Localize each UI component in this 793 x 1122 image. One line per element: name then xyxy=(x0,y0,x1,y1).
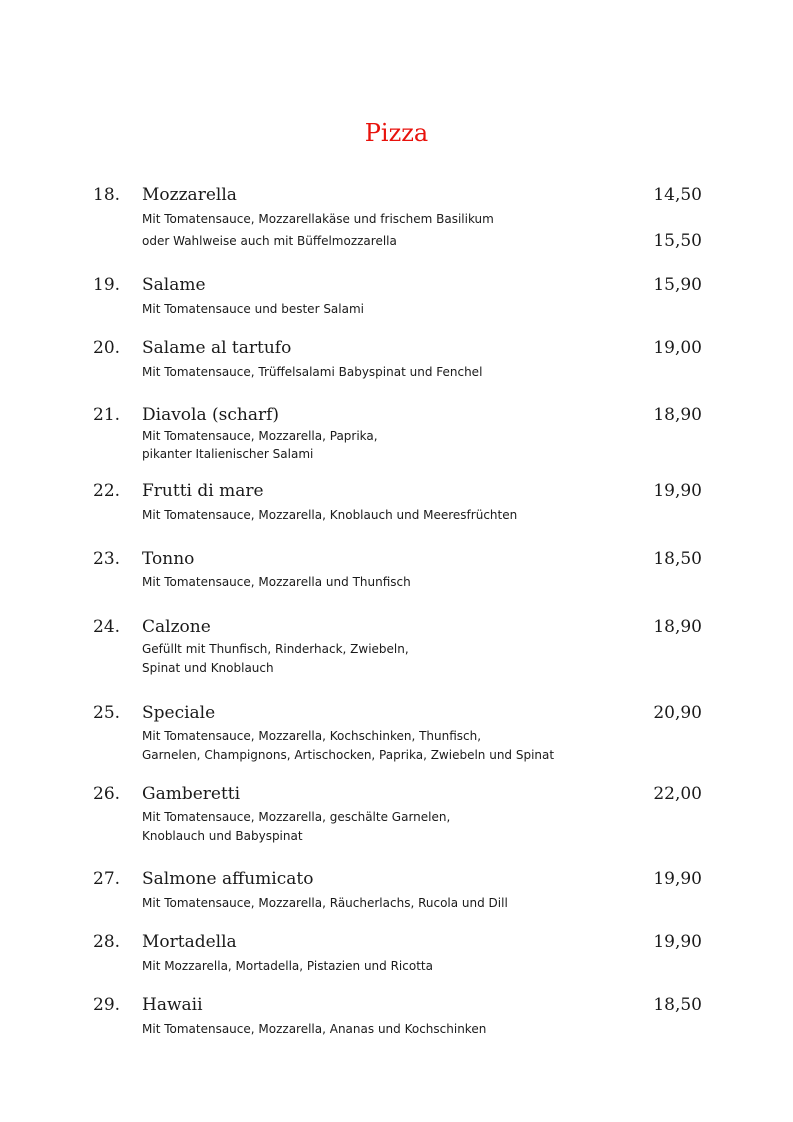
item-name: Diavola (scharf) xyxy=(142,405,280,425)
item-price: 19,00 xyxy=(653,338,702,358)
item-description: Mit Tomatensauce, Mozzarella, Kochschinken, Thunfisch, xyxy=(142,729,482,743)
item-description: Gefüllt mit Thunfisch, Rinderhack, Zwiebeln, xyxy=(142,642,409,656)
item-description: Mit Tomatensauce, Mozzarella, geschälte Garnelen, xyxy=(142,810,451,824)
item-price: 22,00 xyxy=(653,784,702,804)
item-description: Mit Tomatensauce, Mozzarellakäse und frischem Basilikum xyxy=(142,212,494,226)
item-name: Salmone affumicato xyxy=(142,869,314,889)
item-description-line2: pikanter Italienischer Salami xyxy=(142,447,314,461)
item-price: 15,90 xyxy=(653,275,702,295)
item-price: 19,90 xyxy=(653,481,702,501)
item-price: 18,50 xyxy=(653,995,702,1015)
item-price: 18,50 xyxy=(653,549,702,569)
item-description: Mit Tomatensauce, Mozzarella, Ananas und Kochschinken xyxy=(142,1022,487,1036)
item-number: 18. xyxy=(93,185,121,205)
item-description: Mit Tomatensauce, Mozzarella und Thunfisch xyxy=(142,575,411,589)
item-name: Salame xyxy=(142,275,206,295)
item-name: Hawaii xyxy=(142,995,203,1015)
item-number: 22. xyxy=(93,481,121,501)
item-number: 19. xyxy=(93,275,121,295)
item-number: 29. xyxy=(93,995,121,1015)
item-description: Mit Tomatensauce, Trüffelsalami Babyspinat und Fenchel xyxy=(142,365,483,379)
item-number: 23. xyxy=(93,549,121,569)
item-name: Salame al tartufo xyxy=(142,338,292,358)
item-price: 19,90 xyxy=(653,869,702,889)
item-description: Mit Tomatensauce, Mozzarella, Knoblauch und Meeresfrüchten xyxy=(142,508,518,522)
item-number: 28. xyxy=(93,932,121,952)
item-name: Mozzarella xyxy=(142,185,237,205)
item-number: 21. xyxy=(93,405,121,425)
item-description-line2: oder Wahlweise auch mit Büffelmozzarella xyxy=(142,234,397,248)
item-name: Mortadella xyxy=(142,932,237,952)
page-title: Pizza xyxy=(364,119,429,147)
item-description: Mit Mozzarella, Mortadella, Pistazien und Ricotta xyxy=(142,959,433,973)
item-price: 20,90 xyxy=(653,703,702,723)
item-number: 25. xyxy=(93,703,121,723)
item-description: Mit Tomatensauce und bester Salami xyxy=(142,302,364,316)
item-number: 24. xyxy=(93,617,121,637)
item-description-line2: Knoblauch und Babyspinat xyxy=(142,829,303,843)
item-number: 27. xyxy=(93,869,121,889)
item-price-alt: 15,50 xyxy=(653,231,702,251)
item-price: 19,90 xyxy=(653,932,702,952)
item-description-line2: Garnelen, Champignons, Artischocken, Paprika, Zwiebeln und Spinat xyxy=(142,748,555,762)
item-number: 26. xyxy=(93,784,121,804)
item-name: Gamberetti xyxy=(142,784,241,804)
item-price: 14,50 xyxy=(653,185,702,205)
item-name: Tonno xyxy=(142,549,195,569)
item-price: 18,90 xyxy=(653,405,702,425)
item-number: 20. xyxy=(93,338,121,358)
item-name: Frutti di mare xyxy=(142,481,264,501)
item-price: 18,90 xyxy=(653,617,702,637)
item-description-line2: Spinat und Knoblauch xyxy=(142,661,274,675)
item-description: Mit Tomatensauce, Mozzarella, Räucherlachs, Rucola und Dill xyxy=(142,896,508,910)
item-name: Calzone xyxy=(142,617,211,637)
item-name: Speciale xyxy=(142,703,216,723)
item-description: Mit Tomatensauce, Mozzarella, Paprika, xyxy=(142,429,378,443)
